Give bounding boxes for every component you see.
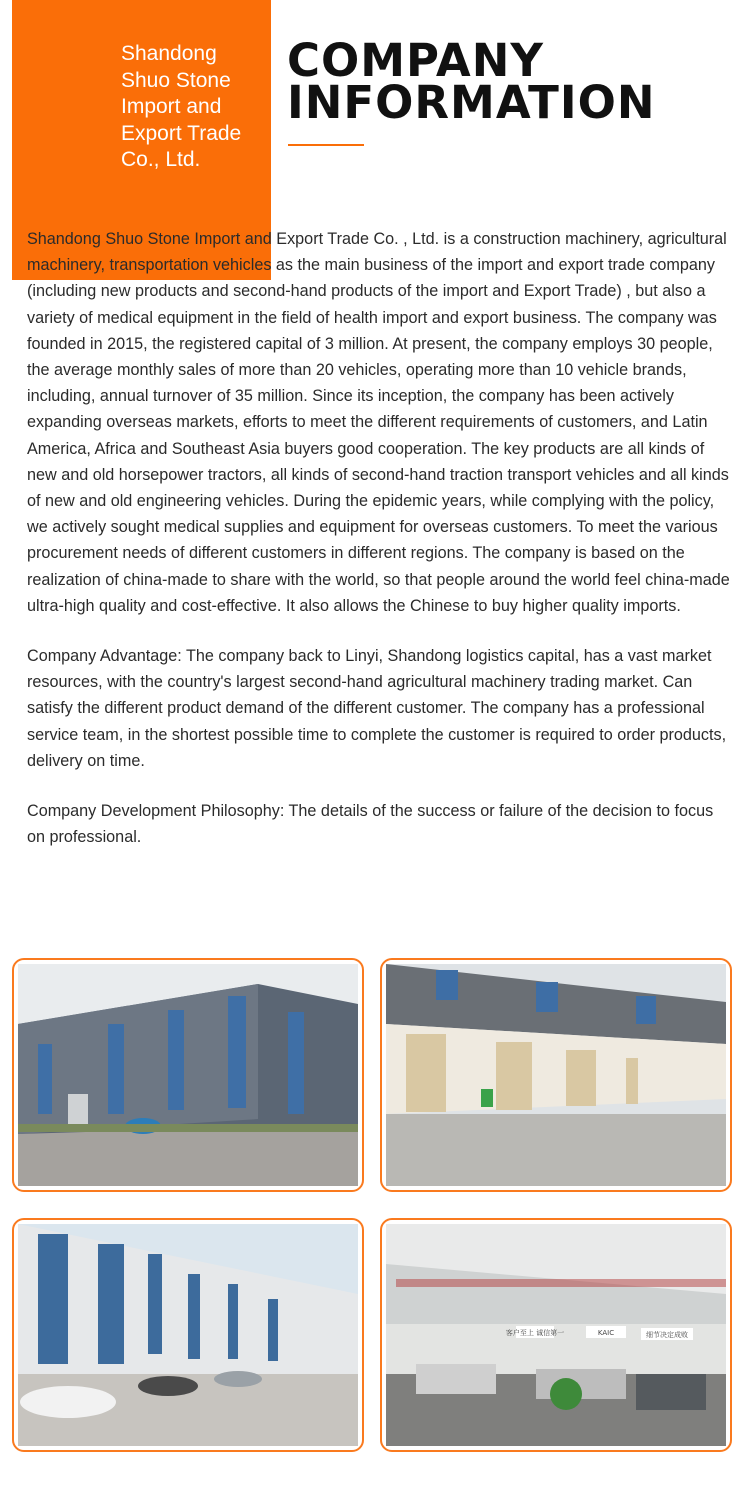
- philosophy-paragraph: Company Development Philosophy: The details of the success or failure of the decision to focus on professional.: [27, 802, 714, 847]
- photo-warehouse: [380, 958, 732, 1192]
- photo-factory-exterior: [12, 958, 364, 1192]
- page-title: COMPANY INFORMATION: [287, 34, 656, 129]
- office-sign-1: 客户至上 诚信第一: [505, 1329, 565, 1337]
- company-name: Shandong Shuo Stone Import and Export Trade Co., Ltd.: [121, 42, 242, 171]
- intro-paragraph: Shandong Shuo Stone Import and Export Trade Co. , Ltd. is a construction machinery, agricultural machinery, transportation vehicles as the main business of the import and export trade company (including new products and second-hand products of the import and Export Trade) , but also a variety of medical equipment in the field of health import and export business. The company was founded in 2015, the registered capital of 3 million. At present, the company employs 30 people, the average monthly sales of more than 20 vehicles, operating more than 10 vehicle brands, including, annual turnover of 35 million. Since its inception, the company has been actively expanding overseas markets, efforts to meet the different requirements of customers, and Latin America, Africa and Southeast Asia buyers good cooperation. The key products are all kinds of new and old horsepower tractors, all kinds of second-hand traction transport vehicles and all kinds of new and old engineering vehicles. During the epidemic years, while complying with the policy, we actively sought medical supplies and equipment for overseas customers. To meet the various procurement needs of different customers in different regions. The company is based on the realization of china-made to share with the world, so that people around the world feel china-made ultra-high quality and cost-effective. It also allows the Chinese to buy higher quality imports.: [27, 230, 730, 615]
- office-sign-2: KAIC: [597, 1329, 615, 1337]
- photo-office-building: [12, 1218, 364, 1452]
- advantage-paragraph: Company Advantage: The company back to Linyi, Shandong logistics capital, has a vast market resources, with the country's largest second-hand agricultural machinery trading market. Can satisfy the different product demand of the different customer. The company has a professional service team, in the shortest possible time to complete the customer is required to order products, delivery on time.: [27, 647, 727, 770]
- office-sign-3: 细节决定成败: [646, 1331, 688, 1339]
- title-underline: [288, 144, 364, 146]
- photo-office-interior: [380, 1218, 732, 1452]
- company-description: [27, 226, 733, 874]
